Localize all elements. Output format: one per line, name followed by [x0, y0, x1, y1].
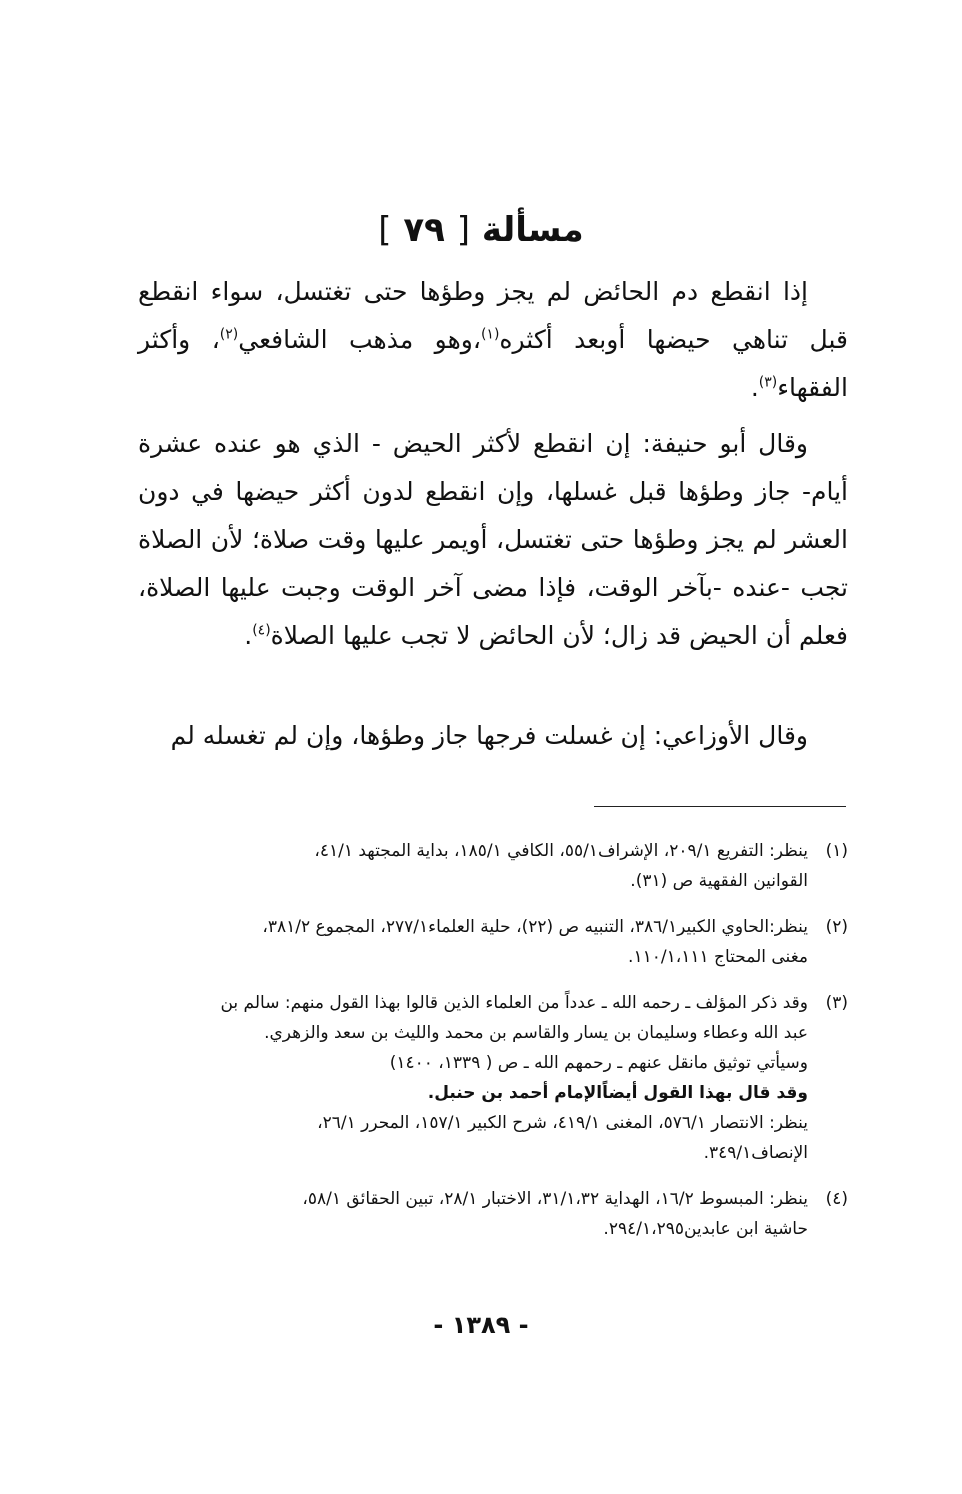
footnote-2: [138, 912, 848, 972]
footnote-4-text: [138, 1184, 808, 1244]
paragraph-2: [138, 420, 848, 660]
footnotes: [138, 836, 848, 1260]
footnote-2-text: [138, 912, 808, 972]
title-open-bracket: [: [456, 210, 471, 250]
footnote-ref-2: (٢): [219, 326, 239, 343]
footnote-3-line-2: عبد الله وعطاء وسليمان بن يسار والقاسم بن محمد والليث بن سعد والزهري.: [264, 1023, 808, 1043]
footnote-2-line-2: مغنى المحتاج ١١٠/١،١١١.: [628, 947, 808, 967]
footnote-1: [138, 836, 848, 896]
footnote-ref-3: (٣): [758, 374, 778, 391]
footnote-separator: [594, 806, 846, 807]
footnote-3-line-5: ينظر: الانتصار ٥٧٦/١، المغنى ٤١٩/١، شرح الكبير ١٥٧/١، المحرر ٢٦/١،: [317, 1113, 808, 1133]
footnote-1-text: [138, 836, 808, 896]
footnote-ref-1: (١): [480, 326, 500, 343]
footnote-1-line-1: ينظر: التفريع ٢٠٩/١، الإشراف٥٥/١، الكافي ١٨٥/١، بداية المجتهد ٤١/١،: [314, 841, 808, 861]
paragraph-1-text-d: .: [750, 373, 759, 402]
footnote-3-line-4: وقد قال بهذا القول أيضاًالإمام أحمد بن حنبل.: [427, 1083, 808, 1103]
paragraph-1-text-b: ،وهو مذهب الشافعي: [238, 325, 481, 354]
page-title: [0, 205, 962, 255]
title-number: ٧٩: [403, 210, 445, 250]
footnote-4-line-1: ينظر: المبسوط ١٦/٢، الهداية ٣١/١،٣٢، الاختبار ٢٨/١، تبين الحقائق ٥٨/١،: [302, 1189, 808, 1209]
paragraph-1-text-a: إذا انقطع دم الحائض لم يجز وطؤها حتى تغتسل، سواء انقطع قبل تناهي حيضها أوبعد أكثره: [138, 277, 848, 354]
footnote-4: [138, 1184, 848, 1244]
paragraph-1-text-c: ، وأكثر الفقهاء: [138, 325, 848, 402]
paragraph-2-text-a: وقال أبو حنيفة: إن انقطع لأكثر الحيض - الذي هو عنده عشرة أيام- جاز وطؤها قبل غسلها، وإن انقطع لدون أكثر حيضها في دون العشر لم يجز وطؤها حتى تغتسل، أويمر عليها وقت صلاة؛ لأن الصلاة تجب -عنده -بآخر الوقت، فإذا مضى آخر الوقت وجبت عليها الصلاة، فعلم أن الحيض قد زال؛ لأن الحائض لا تجب عليها الصلاة: [138, 429, 848, 650]
footnote-4-line-2: حاشية ابن عابدين٢٩٤/١،٢٩٥.: [603, 1219, 808, 1239]
footnote-3-line-6: الإنصاف٣٤٩/١.: [703, 1143, 808, 1163]
footnote-3-line-3: وسيأتي توثيق مانقل عنهم ـ رحمهم الله ـ ص ( ١٣٣٩، ١٤٠٠): [389, 1053, 808, 1073]
footnote-2-line-1: ينظر:الحاوي الكبير٣٨٦/١، التنبيه ص (٢٢)، حلية العلماء٢٧٧/١، المجموع ٣٨١/٢،: [262, 917, 808, 937]
paragraph-3-text: وقال الأوزاعي: إن غسلت فرجها جاز وطؤها، وإن لم تغسله لم: [170, 721, 808, 750]
footnote-1-line-2: القوانين الفقهية ص (٣١).: [630, 871, 808, 891]
footnote-1-number: (١): [825, 841, 848, 861]
footnote-3-number: (٣): [825, 993, 848, 1013]
footnote-3-line-1: وقد ذكر المؤلف ـ رحمه الله ـ عدداً من العلماء الذين قالوا بهذا القول منهم: سالم بن: [220, 993, 808, 1013]
page-number: - ١٣٨٩ -: [433, 1311, 529, 1339]
footnote-2-number: (٢): [825, 917, 848, 937]
paragraph-2-text-b: .: [244, 621, 253, 650]
footnote-4-number: (٤): [825, 1189, 848, 1209]
footnote-ref-4: (٤): [252, 622, 271, 639]
paragraph-3: [138, 712, 848, 760]
footnote-3-text: [138, 988, 808, 1168]
footnote-3: [138, 988, 848, 1168]
paragraph-1: [138, 268, 848, 412]
title-close-bracket: ]: [378, 210, 392, 250]
title-word: مسألة: [481, 210, 584, 250]
